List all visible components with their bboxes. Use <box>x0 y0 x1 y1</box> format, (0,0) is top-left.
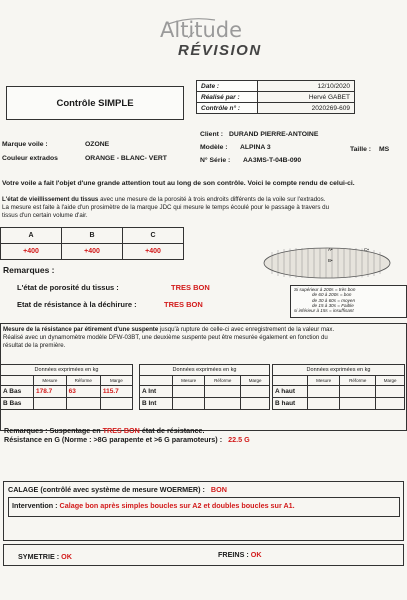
header-table <box>196 80 355 114</box>
susp-state: TRES BON <box>102 426 140 435</box>
page-title: Contrôle SIMPLE <box>6 86 184 120</box>
sub-reforme: Réforme <box>66 376 100 386</box>
sub-marge: Marge <box>241 376 270 386</box>
serial-label: N° Série : <box>200 157 231 164</box>
col-c-header: C <box>123 228 184 244</box>
brand-label: Marque voile : <box>2 141 48 148</box>
susp-remarks <box>4 426 205 435</box>
symetrie-label: SYMETRIE : <box>18 552 60 561</box>
legend-line: de 30 à 60s = moyen <box>312 297 356 303</box>
stretch-intro-line2: Réalisé avec un dynamomètre modèle DFW-03BT, une deuxième suspente peut être mesurée également en fonction du <box>3 334 328 341</box>
glider-label-b: B• <box>328 258 333 263</box>
row-label: B Bas <box>1 398 34 410</box>
logo-line2: RÉVISION <box>178 42 262 59</box>
susp-text: Suspentage en <box>49 426 101 435</box>
by-label: Réalisé par : <box>197 92 258 103</box>
resistance-line <box>4 435 250 444</box>
sub-reforme: Réforme <box>340 376 376 386</box>
ctrl-label: Contrôle n° : <box>197 103 258 114</box>
col-c-value: +400 <box>123 244 184 260</box>
col-b-header: B <box>62 228 123 244</box>
porosity-table <box>0 227 184 260</box>
symetrie-value: OK <box>61 552 72 561</box>
symetrie-line <box>18 552 72 561</box>
sub-marge: Marge <box>100 376 132 386</box>
notice-text: Votre voile a fait l'objet d'une grande attention tout au long de son contrôle. Voici le compte rendu de celui-ci. <box>2 180 355 187</box>
legend-line: de 15 à 30s = Faible <box>312 302 354 308</box>
legend-line: si inférieur à 15s = insuffisant <box>294 308 354 314</box>
glider-diagram <box>262 246 392 280</box>
row-label: A haut <box>273 386 308 398</box>
porosity-intro-line3: tissus d'un certain volume d'air. <box>2 212 88 219</box>
brand-value: OZONE <box>85 141 110 148</box>
porosity-intro-bold: L'état de vieillissement du tissus <box>2 196 99 203</box>
calage-line <box>8 485 227 494</box>
legend-line: de 60 à 200s = bon <box>312 292 352 298</box>
sub-mesure: Mesure <box>34 376 67 386</box>
table-caption: Données exprimées en kg <box>140 365 270 376</box>
stretch-intro-rest: jusqu'à rupture de celle-ci avec enregistrement de la valeur max. <box>158 326 335 333</box>
logo-line1: Altitude <box>160 18 243 42</box>
resistance-value: 22.5 G <box>228 435 250 444</box>
intervention-line <box>12 501 295 510</box>
stretch-intro <box>3 326 405 350</box>
susp-label: Remarques : <box>4 426 48 435</box>
porosity-intro <box>2 196 405 220</box>
size-value: MS <box>379 146 390 153</box>
sub-mesure: Mesure <box>308 376 340 386</box>
row-label: B haut <box>273 398 308 410</box>
data-table-int <box>139 364 270 410</box>
row-label: A Int <box>140 386 173 398</box>
intervention-text: Calage bon après simples boucles sur A2 et doubles boucles sur A1. <box>59 501 295 510</box>
value-marge: 115.7 <box>100 386 132 398</box>
tear-label: Etat de résistance à la déchirure : <box>17 300 137 309</box>
col-a-header: A <box>1 228 62 244</box>
row-label: A Bas <box>1 386 34 398</box>
sub-reforme: Réforme <box>205 376 241 386</box>
sub-marge: Marge <box>376 376 405 386</box>
col-a-value: +400 <box>1 244 62 260</box>
freins-line <box>218 550 262 559</box>
freins-value: OK <box>250 550 262 559</box>
intervention-label: Intervention : <box>12 501 58 510</box>
data-table-haut <box>272 364 405 410</box>
resistance-label: Résistance en G (Norme : >8G parapente et >6 G paramoteurs) : <box>4 435 223 444</box>
colors-value: ORANGE - BLANC- VERT <box>85 155 167 162</box>
remarks-label: Remarques : <box>3 265 55 275</box>
table-caption: Données exprimées en kg <box>1 365 133 376</box>
susp-rest: état de résistance. <box>141 426 205 435</box>
model-label: Modèle : <box>200 144 228 151</box>
model-value: ALPINA 3 <box>240 144 271 151</box>
sub-mesure: Mesure <box>173 376 205 386</box>
porosity-state-value: TRES BON <box>171 283 210 292</box>
ctrl-value: 2020269-609 <box>258 103 355 114</box>
colors-label: Couleur extrados <box>2 155 58 162</box>
size-label: Taille : <box>350 146 372 153</box>
porosity-intro-rest: avec une mesure de la porosité à trois endroits différents de la voile sur l'extrados. <box>98 196 326 203</box>
porosity-state-label: L'état de porosité du tissus : <box>17 283 119 292</box>
value-mesure: 178.7 <box>34 386 67 398</box>
client-name: DURAND PIERRE-ANTOINE <box>229 131 319 138</box>
porosity-legend <box>290 285 407 318</box>
data-table-bas <box>0 364 133 410</box>
stretch-intro-line3: résultat de la première. <box>3 342 66 349</box>
tear-value: TRES BON <box>164 300 203 309</box>
glider-label-a: A• <box>328 247 333 252</box>
client-label: Client : <box>200 131 224 138</box>
serial-value: AA3MS-T-04B-090 <box>243 157 302 164</box>
value-reforme: 63 <box>66 386 100 398</box>
date-value: 12/10/2020 <box>258 81 355 92</box>
date-label: Date : <box>197 81 258 92</box>
col-b-value: +400 <box>62 244 123 260</box>
calage-value: BON <box>210 485 227 494</box>
freins-label: FREINS : <box>218 550 249 559</box>
by-value: Hervé GABET <box>258 92 355 103</box>
table-caption: Données exprimées en kg <box>273 365 405 376</box>
glider-label-c: C• <box>364 247 369 252</box>
porosity-intro-line2: La mesure est faite à l'aide d'un prosimètre de la marque JDC qui mesure le temps écoulé pour le passage à travers du <box>2 204 330 211</box>
legend-line: Si supérieur à 200s = très bon <box>294 287 356 292</box>
row-label: B Int <box>140 398 173 410</box>
stretch-intro-bold: Mesure de la résistance par étirement d'une suspente <box>3 326 159 333</box>
calage-label: CALAGE (contrôlé avec système de mesure WOERMER) : <box>8 485 205 494</box>
